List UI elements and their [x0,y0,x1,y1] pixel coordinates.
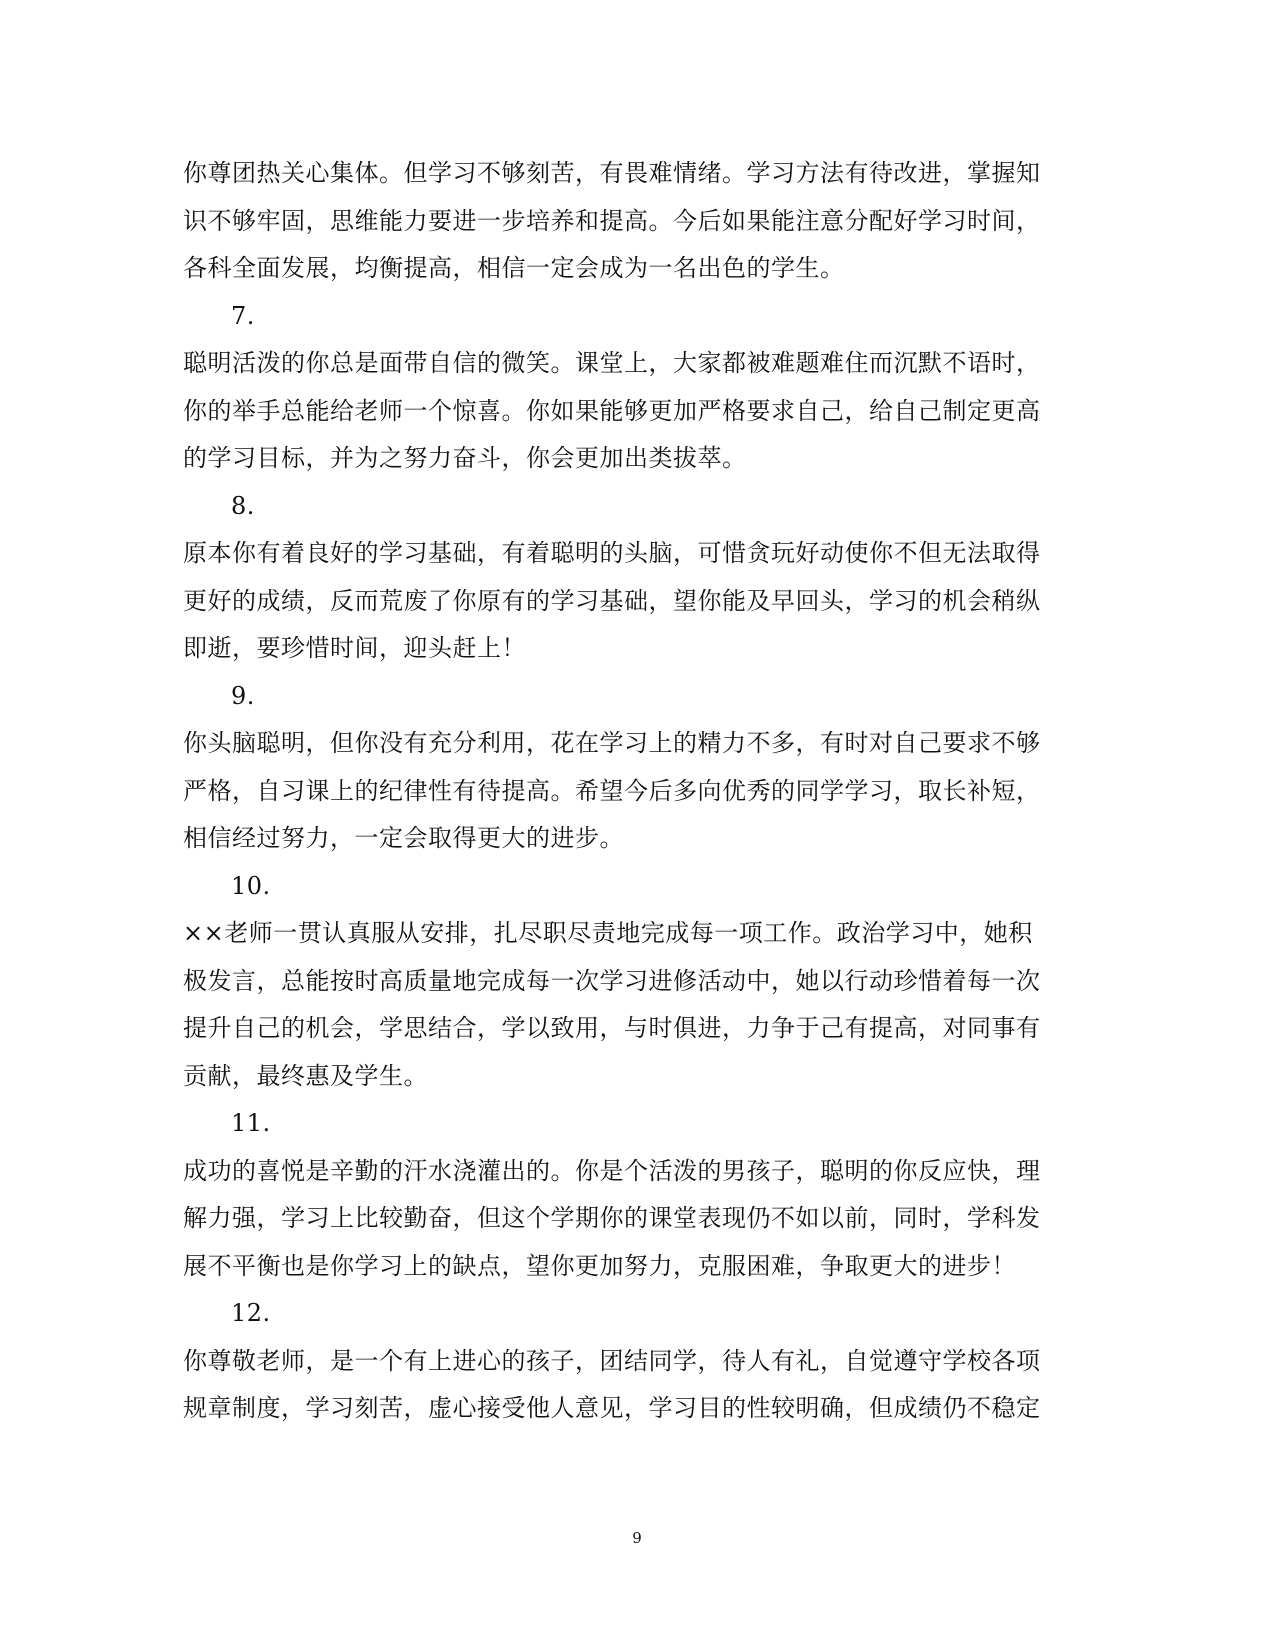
item-number: 10. [231,871,271,900]
text-line: 展不平衡也是你学习上的缺点，望你更加努力，克服困难，争取更大的进步！ [183,1251,1016,1280]
item-number: 11. [231,1109,271,1137]
item-number: 7. [231,301,255,330]
text-line: 严格，自习课上的纪律性有待提高。希望今后多向优秀的同学学习，取长补短， [183,776,1041,805]
text-line: 规章制度，学习刻苦，虚心接受他人意见，学习目的性较明确，但成绩仍不稳定 [183,1394,1041,1422]
text-line: 即逝，要珍惜时间，迎头赶上！ [183,634,526,662]
item-number: 8. [231,491,255,520]
text-line: 你的举手总能给老师一个惊喜。你如果能够更加严格要求自己，给自己制定更高 [183,396,1041,425]
text-line: 更好的成绩，反而荒废了你原有的学习基础，望你能及早回头，学习的机会稍纵 [183,586,1041,615]
item-number: 12. [231,1299,271,1327]
text-line: 极发言，总能按时高质量地完成每一次学习进修活动中，她以行动珍惜着每一次 [183,966,1041,995]
text-line: 解力强，学习上比较勤奋，但这个学期你的课堂表现仍不如以前，同时，学科发 [183,1204,1041,1232]
text-line: 原本你有着良好的学习基础，有着聪明的头脑，可惜贪玩好动使你不但无法取得 [183,539,1041,567]
text-line: 成功的喜悦是辛勤的汗水浇灌出的。你是个活泼的男孩子，聪明的你反应快，理 [183,1156,1041,1185]
page-number: 9 [632,1529,642,1547]
text-line: 你尊敬老师，是一个有上进心的孩子，团结同学，待人有礼，自觉遵守学校各项 [183,1346,1041,1375]
text-line: 的学习目标，并为之努力奋斗，你会更加出类拔萃。 [183,444,747,472]
text-line: ××老师一贯认真服从安排，扎尽职尽责地完成每一项工作。政治学习中，她积 [183,919,1033,947]
text-line: 识不够牢固，思维能力要进一步培养和提高。今后如果能注意分配好学习时间， [183,206,1041,235]
text-line: 相信经过努力，一定会取得更大的进步。 [183,824,624,852]
text-line: 聪明活泼的你总是面带自信的微笑。课堂上，大家都被难题难住而沉默不语时， [183,349,1041,377]
document-body [183,150,1065,1433]
text-line: 提升自己的机会，学思结合，学以致用，与时俱进，力争于己有提高，对同事有 [183,1014,1041,1042]
text-line: 你头脑聪明，但你没有充分利用，花在学习上的精力不多，有时对自己要求不够 [183,729,1041,757]
item-number: 9. [231,681,255,710]
text-line: 贡献，最终惠及学生。 [183,1061,428,1090]
text-line: 各科全面发展，均衡提高，相信一定会成为一名出色的学生。 [183,254,845,282]
text-line: 你尊团热关心集体。但学习不够刻苦，有畏难情绪。学习方法有待改进，掌握知 [183,159,1041,187]
